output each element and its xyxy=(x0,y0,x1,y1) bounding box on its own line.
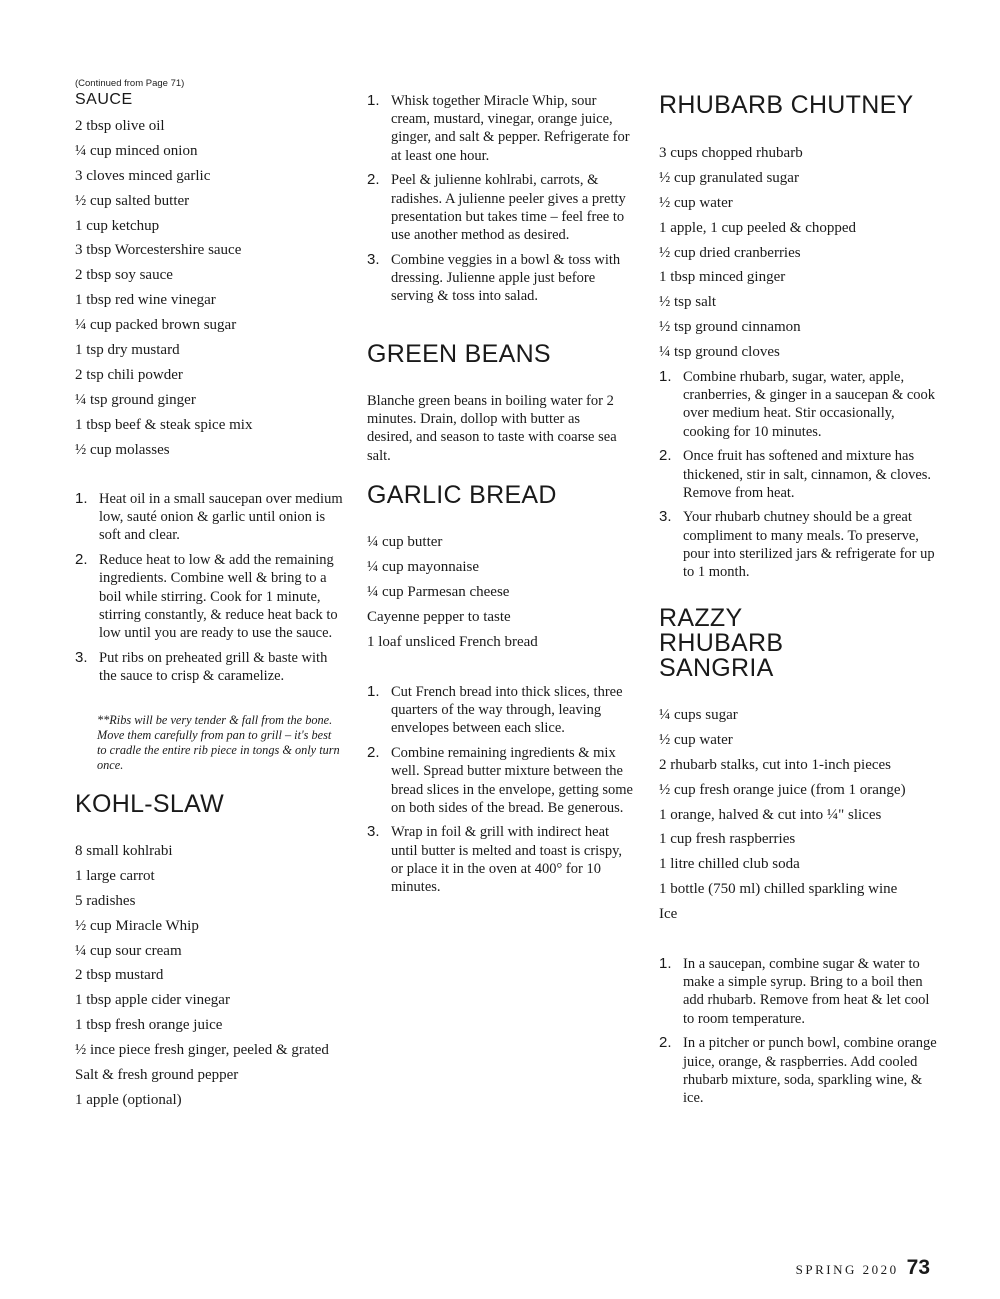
step-item xyxy=(367,92,635,165)
ingredient: 1 loaf unsliced French bread xyxy=(367,633,538,650)
sangria-ingredients xyxy=(659,703,939,927)
ingredient: 1 cup fresh raspberries xyxy=(659,831,796,848)
step-text: Once fruit has softened and mixture has thickened, stir in salt, cinnamon, & cloves. Remove from heat. xyxy=(683,448,932,501)
ingredient: ½ cup water xyxy=(659,194,733,211)
step-number: 2. xyxy=(367,744,380,762)
step-text: In a pitcher or punch bowl, combine orange juice, orange, & raspberries. Add cooled rhubarb mixture, soda, sparkling wine, & ice. xyxy=(683,1035,937,1106)
ingredient: 2 tbsp mustard xyxy=(75,967,164,984)
step-number: 1. xyxy=(75,490,88,507)
step-text: Your rhubarb chutney should be a great compliment to many meals. To preserve, pour into sterilized jars & refrigerate for up to 1 month. xyxy=(683,509,935,581)
ingredient: 1 tsp dry mustard xyxy=(75,342,180,359)
issue-season: SPRING 2020 xyxy=(795,1262,899,1277)
ingredient: 2 tbsp olive oil xyxy=(75,118,165,134)
step-number: 1. xyxy=(659,955,672,972)
ingredient: 3 cups chopped rhubarb xyxy=(659,145,803,161)
step-number: 1. xyxy=(367,92,380,109)
ingredient: 1 apple (optional) xyxy=(75,1091,182,1108)
ingredient: 1 tbsp minced ginger xyxy=(659,269,786,286)
rhubarb-chutney-title: RHUBARB CHUTNEY xyxy=(659,91,914,119)
sangria-title-line: SANGRIA xyxy=(659,654,774,682)
page-number: 73 xyxy=(906,1256,930,1279)
green-beans-title: GREEN BEANS xyxy=(367,340,551,368)
ingredient: ¼ cup minced onion xyxy=(75,142,198,159)
ingredient: ¼ cup sour cream xyxy=(75,942,182,959)
step-text: Cut French bread into thick slices, three quarters of the way through, leaving envelopes between each slice. xyxy=(391,684,623,737)
ingredient: 1 tbsp red wine vinegar xyxy=(75,292,216,309)
step-text: Combine remaining ingredients & mix well. Spread butter mixture between the bread slices in the envelope, getting some on both sides of the bread. Be generous. xyxy=(391,745,633,816)
ingredient: 2 rhubarb stalks, cut into 1-inch pieces xyxy=(659,756,892,773)
step-number: 2. xyxy=(659,447,672,465)
ingredient: ½ cup dried cranberries xyxy=(659,244,801,261)
ingredient: 5 radishes xyxy=(75,892,136,909)
ingredient: ½ tsp ground cinnamon xyxy=(659,319,801,336)
ingredient: ½ cup granulated sugar xyxy=(659,169,799,186)
step-text: Wrap in foil & grill with indirect heat until butter is melted and toast is crispy, or place it in the oven at 400° for 10 minutes. xyxy=(391,824,623,896)
rhubarb-chutney-steps xyxy=(659,368,937,588)
step-item xyxy=(367,171,635,244)
ingredient: 1 cup ketchup xyxy=(75,217,160,234)
step-number: 2. xyxy=(75,551,88,569)
ingredient: 2 tbsp soy sauce xyxy=(75,267,173,284)
ingredient: ¼ cup mayonnaise xyxy=(367,558,480,575)
ingredient: Cayenne pepper to taste xyxy=(367,608,511,625)
ingredient: Salt & fresh ground pepper xyxy=(75,1067,239,1084)
step-text: Whisk together Miracle Whip, sour cream, mustard, vinegar, orange juice, ginger, and salt & pepper. Refrigerate for at least one hour. xyxy=(391,93,630,164)
step-number: 3. xyxy=(659,508,672,526)
step-text: Heat oil in a small saucepan over medium low, sauté onion & garlic until onion is soft and clear. xyxy=(99,491,343,544)
ingredient: ½ cup Miracle Whip xyxy=(75,917,199,934)
ingredient: 3 tbsp Worcestershire sauce xyxy=(75,242,242,259)
ingredient: 1 tbsp apple cider vinegar xyxy=(75,992,230,1009)
sangria-steps xyxy=(659,955,937,1114)
ingredient: ½ cup fresh orange juice (from 1 orange) xyxy=(659,781,906,798)
ingredient: ¼ tsp ground ginger xyxy=(75,391,196,408)
garlic-bread-steps xyxy=(367,683,637,903)
step-number: 3. xyxy=(75,648,88,666)
step-text: Put ribs on preheated grill & baste with the sauce to crisp & caramelize. xyxy=(99,649,328,684)
step-item xyxy=(367,683,637,738)
kohlslaw-ingredients xyxy=(75,839,355,1113)
step-item xyxy=(659,447,937,502)
green-beans-text: Blanche green beans in boiling water for 2 minutes. Drain, dollop with butter as desired, and season to taste with coarse sea salt. xyxy=(367,393,617,464)
continued-note: (Continued from Page 71) xyxy=(75,78,185,89)
sangria-title-line: RAZZY xyxy=(659,604,743,632)
step-item xyxy=(75,490,347,545)
step-number: 2. xyxy=(367,171,380,189)
sauce-steps xyxy=(75,490,347,692)
step-text: Reduce heat to low & add the remaining ingredients. Combine well & bring to a boil while stirring. Cook for 1 minute, stirring constantly, & reduce heat back to low until you are ready to use the sauce. xyxy=(99,552,338,641)
ingredient: 1 tbsp fresh orange juice xyxy=(75,1017,223,1034)
ingredient: 1 tbsp beef & steak spice mix xyxy=(75,416,253,433)
ribs-note: **Ribs will be very tender & fall from the bone. Move them carefully from pan to grill – it's best to cradle the entire rib piece in tongs & only turn once. xyxy=(97,713,340,772)
step-number: 3. xyxy=(367,823,380,841)
rhubarb-chutney-ingredients xyxy=(659,141,939,365)
ingredient: ½ ince piece fresh ginger, peeled & grated xyxy=(75,1042,329,1059)
step-text: In a saucepan, combine sugar & water to make a simple syrup. Bring to a boil then add rhubarb. Remove from heat & let cool to room temperature. xyxy=(683,956,930,1027)
step-item xyxy=(75,551,347,642)
step-item xyxy=(659,508,937,581)
garlic-bread-ingredients xyxy=(367,530,637,654)
sauce-title: SAUCE xyxy=(75,91,133,108)
step-item xyxy=(75,649,347,685)
step-text: Combine rhubarb, sugar, water, apple, cranberries, & ginger in a saucepan & cook over medium heat. Stir occasionally, cooking for 10 minutes. xyxy=(683,369,936,440)
ingredient: ½ cup molasses xyxy=(75,441,170,458)
kohlslaw-steps xyxy=(367,92,635,312)
ingredient: Ice xyxy=(659,906,678,923)
ingredient: 1 apple, 1 cup peeled & chopped xyxy=(659,219,857,236)
step-number: 1. xyxy=(659,368,672,385)
ingredient: 1 orange, halved & cut into ¼" slices xyxy=(659,806,882,823)
step-number: 3. xyxy=(367,250,380,268)
step-item xyxy=(659,1034,937,1107)
step-number: 2. xyxy=(659,1034,672,1052)
ingredient: ¼ cup packed brown sugar xyxy=(75,317,237,334)
ingredient: ½ tsp salt xyxy=(659,294,717,311)
step-text: Combine veggies in a bowl & toss with dressing. Julienne apple just before serving & toss into salad. xyxy=(391,251,621,305)
step-item xyxy=(367,251,635,306)
step-item xyxy=(659,955,937,1028)
sauce-ingredients xyxy=(75,114,350,462)
ingredient: 3 cloves minced garlic xyxy=(75,167,211,184)
ingredient: ¼ tsp ground cloves xyxy=(659,344,780,361)
ingredient: 8 small kohlrabi xyxy=(75,843,173,859)
page-footer xyxy=(796,1256,930,1280)
step-item xyxy=(367,823,637,896)
ingredient: ½ cup water xyxy=(659,731,733,748)
step-number: 1. xyxy=(367,683,380,700)
step-item xyxy=(367,744,637,817)
sangria-title xyxy=(659,606,783,681)
ingredient: ¼ cup butter xyxy=(367,534,443,550)
ingredient: 1 bottle (750 ml) chilled sparkling wine xyxy=(659,881,898,898)
step-item xyxy=(659,368,937,441)
garlic-bread-title: GARLIC BREAD xyxy=(367,481,557,509)
ingredient: ½ cup salted butter xyxy=(75,192,190,209)
step-text: Peel & julienne kohlrabi, carrots, & radishes. A julienne peeler gives a pretty presentation but takes time – feel free to use another method as desired. xyxy=(391,172,626,243)
ingredient: 1 large carrot xyxy=(75,867,155,884)
ingredient: 1 litre chilled club soda xyxy=(659,856,800,873)
ingredient: ¼ cups sugar xyxy=(659,707,738,723)
kohlslaw-title: KOHL-SLAW xyxy=(75,790,225,818)
ingredient: ¼ cup Parmesan cheese xyxy=(367,583,510,600)
sangria-title-line: RHUBARB xyxy=(659,629,784,657)
ingredient: 2 tsp chili powder xyxy=(75,366,183,383)
